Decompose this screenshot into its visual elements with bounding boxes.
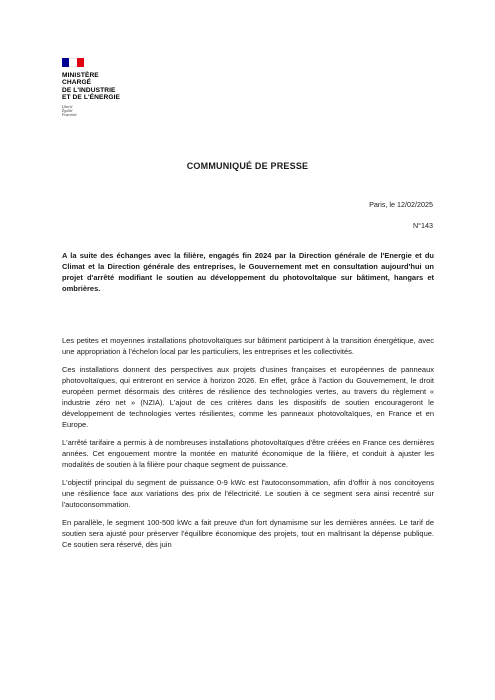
- body-paragraph: En parallèle, le segment 100-500 kWc a fait preuve d'un fort dynamisme sur les dernières années. Le tarif de soutien sera ajusté pour préserver l'équilibre économique des projets, tout en maîtrisant la dépense publique. Ce soutien sera réservé, dès juin: [62, 518, 434, 549]
- french-flag-icon: [62, 58, 84, 67]
- ministry-name-line: ET DE L'ÉNERGIE: [62, 94, 121, 102]
- ministry-name-line: CHARGÉ: [62, 79, 92, 87]
- body-paragraph: Ces installations donnent des perspectives aux projets d'usines françaises et européennes de panneaux photovoltaïques, qui entreront en service à horizon 2026. En effet, grâce à l'action du Gouvernement, le droit européen permet désormais des critères de résilience des technologies vertes, au travers du règlement « industrie zéro net » (NZIA). L'ajout de ces critères dans les dispositifs de soutien encourageront le développement de technologies vertes résilientes, comme les panneaux photovoltaïques, en France et en Europe.: [62, 365, 434, 429]
- ministry-name: [62, 72, 152, 102]
- ministry-logo: [62, 58, 152, 117]
- republic-motto: [62, 105, 152, 118]
- body-paragraph: L'arrêté tarifaire a permis à de nombreuses installations photovoltaïques d'être créées en France ces dernières années. Cet engouement montre la montée en maturité économique de la filière, et conduit à ajuster les modalités de soutien à la filière pour chaque segment de puissance.: [62, 438, 434, 469]
- body-paragraph: Les petites et moyennes installations photovoltaïques sur bâtiment participent à la transition énergétique, avec une appropriation à l'échelon local par les particuliers, les entreprises et les collectivités.: [62, 336, 434, 356]
- motto-line: Égalité: [62, 108, 73, 113]
- motto-line: Liberté: [62, 104, 73, 109]
- lead-paragraph: A la suite des échanges avec la filière, engagés fin 2024 par la Direction générale de l'Energie et du Climat et la Direction générale des entreprises, le Gouvernement met en consultation aujourd'hui un projet d'arrêté modifiant le soutien au développement du photovoltaïque sur bâtiment, hangars et ombrières.: [62, 251, 434, 293]
- motto-line: Fraternité: [62, 113, 77, 118]
- place-date: Paris, le 12/02/2025: [369, 200, 433, 209]
- body-paragraph: L'objectif principal du segment de puissance 0-9 kWc est l'autoconsommation, afin d'offrir à nos concitoyens une résilience face aux variations des prix de l'électricité. Le soutien à ce segment sera ainsi recentré sur l'autoconsommation.: [62, 478, 434, 509]
- reference-number: N°143: [412, 221, 433, 230]
- body-text: [62, 335, 434, 557]
- ministry-name-line: MINISTÈRE: [62, 72, 99, 79]
- ministry-name-line: DE L'INDUSTRIE: [62, 86, 116, 94]
- document-title: COMMUNIQUÉ DE PRESSE: [186, 161, 309, 171]
